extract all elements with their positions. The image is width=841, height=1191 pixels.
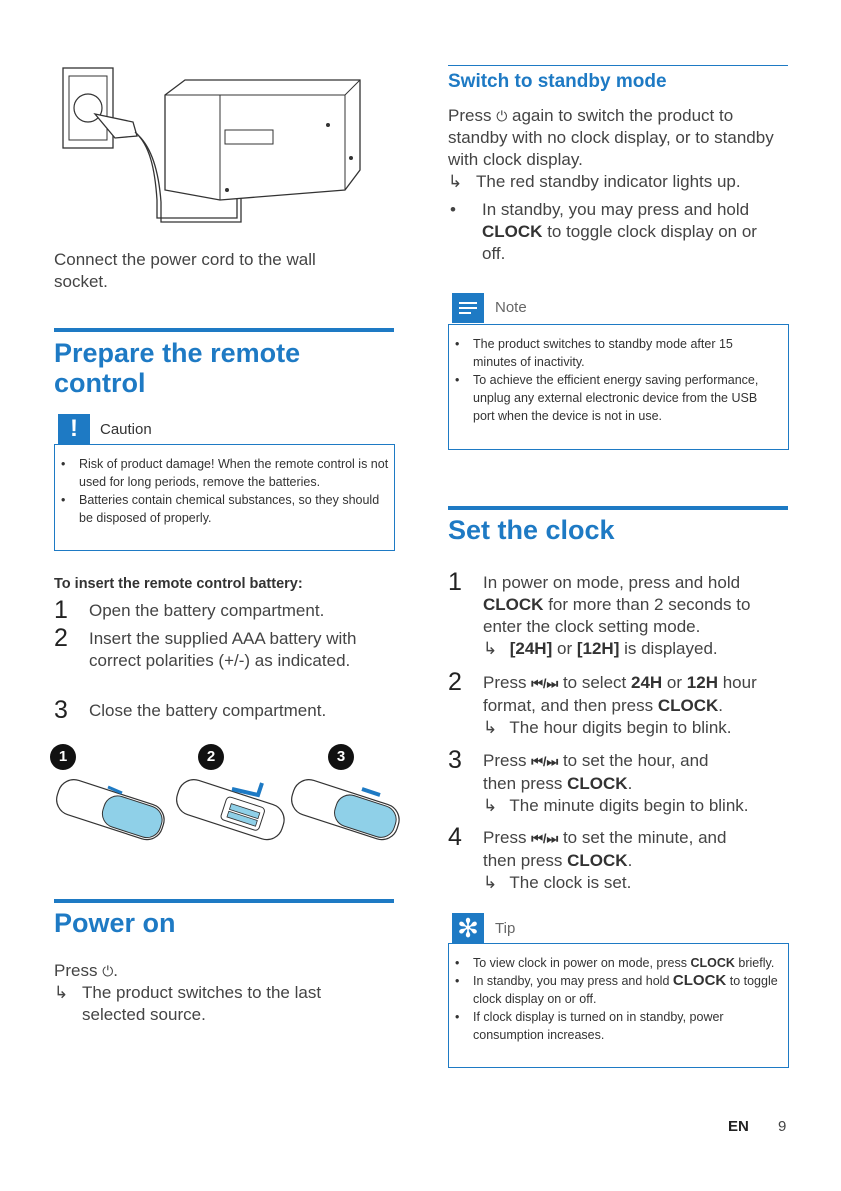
power-on-result-text: The product switches to the last selected source. (82, 983, 322, 1024)
prev-next-icon: ⏮/⏭ (531, 754, 559, 769)
prev-next-icon: ⏮/⏭ (531, 676, 559, 691)
step-part: Press (483, 673, 527, 692)
standby-result-text: The red standby indicator lights up. (476, 172, 741, 191)
section-rule (54, 328, 394, 332)
page-number: 9 (778, 1118, 787, 1135)
note-item: • The product switches to standby mode after 15 minutes of inactivity. (453, 335, 773, 371)
clock-key: CLOCK (690, 956, 735, 970)
tip-label: Tip (495, 920, 516, 937)
step-text: Open the battery compartment. (89, 601, 325, 620)
caution-label: Caution (100, 421, 152, 438)
step-text (483, 572, 783, 660)
step-text: Insert the supplied AAA battery with correct polarities (+/-) as indicated. (89, 629, 357, 670)
step-result: The hour digits begin to blink. (509, 718, 732, 737)
format-24h: 24H (631, 673, 663, 692)
prev-next-icon: ⏮/⏭ (531, 831, 559, 846)
power-connect-text: Connect the power cord to the wall socket. (54, 250, 316, 291)
standby-bullet-post: to toggle clock display on or off. (482, 222, 757, 263)
step-part: to select (562, 673, 627, 692)
step-number: 3 (54, 696, 68, 724)
power-cord-illustration (55, 50, 365, 240)
clock-step (448, 823, 788, 897)
step-part: to set the hour, and (562, 751, 709, 770)
note-box (448, 324, 789, 450)
tip-icon: ✻ (452, 913, 484, 943)
figure-number: 2 (198, 744, 224, 770)
press-text: Press (448, 106, 492, 125)
step-part: to set the minute, and (562, 828, 727, 847)
display-24h: [24H] (509, 639, 553, 658)
power-on-title: Power on (54, 908, 176, 938)
result-arrow-icon: ↳ (448, 172, 463, 191)
standby-desc: again to switch the product to standby with no clock display, or to standby with clock display. (448, 106, 774, 169)
tip-part: To view clock in power on mode, press (473, 956, 687, 970)
standby-title: Switch to standby mode (448, 71, 667, 92)
step-part: then press (483, 851, 563, 870)
result-arrow-icon: ↳ (483, 639, 498, 658)
note-label: Note (495, 299, 527, 316)
caution-box (54, 444, 395, 551)
tip-part: briefly. (738, 956, 775, 970)
insert-step (54, 624, 374, 698)
bullet-dot: • (450, 200, 456, 219)
format-12h: 12H (686, 673, 718, 692)
language-code: EN (728, 1118, 749, 1135)
section-rule (448, 506, 788, 510)
step-part: Press (483, 751, 527, 770)
step-number: 1 (54, 596, 68, 624)
step-part: then press (483, 774, 563, 793)
caution-item: • Batteries contain chemical substances, so they should be disposed of properly. (59, 491, 389, 527)
section-rule (54, 899, 394, 903)
power-icon: ⏻ (496, 108, 508, 124)
caution-icon: ! (58, 414, 90, 444)
remote-battery-illustration (50, 775, 400, 855)
step-text: Press ⏮/⏭ to set the hour, and then press CLOCK. ↳ The minute digits begin to blink. (483, 751, 749, 815)
result-arrow-icon: ↳ (483, 796, 498, 815)
note-icon (452, 293, 484, 323)
step-part: or (666, 673, 683, 692)
result-arrow-icon: ↳ (483, 873, 498, 892)
tip-item (453, 954, 778, 972)
clock-key: CLOCK (657, 696, 719, 715)
tip-item (453, 972, 778, 1008)
step-part: for more than 2 seconds to enter the clock setting mode. (483, 595, 751, 636)
step-number: 2 (448, 668, 462, 696)
clock-step (448, 568, 788, 662)
insert-step (54, 596, 374, 624)
step-result: The clock is set. (509, 873, 632, 892)
result-arrow-icon: ↳ (54, 983, 69, 1002)
display-12h: [12H] (576, 639, 620, 658)
step-text: Close the battery compartment. (89, 701, 327, 720)
section-rule (448, 65, 788, 66)
step-part: In power on mode, press and hold (483, 573, 741, 592)
standby-result (448, 171, 788, 193)
power-icon: ⏻ (102, 963, 114, 979)
standby-text (448, 105, 778, 171)
standby-bullet-pre: In standby, you may press and hold (482, 200, 750, 219)
step-part: hour format, and then press (483, 673, 757, 715)
tip-part: In standby, you may press and hold (473, 974, 670, 988)
tip-item: • If clock display is turned on in standby, power consumption increases. (453, 1008, 778, 1044)
tip-part: to toggle clock display on or off. (473, 974, 778, 1006)
step-part: is displayed. (624, 639, 718, 658)
clock-key: CLOCK (482, 222, 543, 241)
press-text: Press (54, 961, 98, 980)
insert-battery-heading: To insert the remote control battery: (54, 576, 303, 592)
step-result: The minute digits begin to blink. (509, 796, 749, 815)
clock-step (448, 746, 788, 820)
tip-box (448, 943, 789, 1068)
insert-step (54, 696, 374, 724)
step-text: Press ⏮/⏭ to select 24H or 12H hour format, and then press CLOCK. ↳ The hour digits begin to blink. (483, 673, 757, 737)
step-number: 3 (448, 746, 462, 774)
result-arrow-icon: ↳ (483, 718, 498, 737)
clock-key: CLOCK (567, 851, 628, 870)
caution-item: • Risk of product damage! When the remote control is not used for long periods, remove the batteries. (59, 455, 389, 491)
figure-number: 1 (50, 744, 76, 770)
step-number: 1 (448, 568, 462, 596)
clock-key: CLOCK (567, 774, 628, 793)
clock-key: CLOCK (483, 595, 544, 614)
clock-step (448, 668, 788, 742)
step-text: Press ⏮/⏭ to set the minute, and then press CLOCK. ↳ The clock is set. (483, 828, 727, 892)
step-number: 2 (54, 624, 68, 652)
set-clock-title: Set the clock (448, 515, 615, 545)
step-number: 4 (448, 823, 462, 851)
prepare-remote-title: Prepare the remote control (54, 338, 301, 398)
power-on-result (54, 982, 374, 1026)
step-part: Press (483, 828, 527, 847)
standby-bullet (448, 199, 788, 265)
power-on-press: Press ⏻. (54, 961, 119, 980)
step-part: or (556, 639, 573, 658)
clock-key: CLOCK (672, 972, 727, 989)
note-item: • To achieve the efficient energy saving performance, unplug any external electronic device from the USB port when the device is not in use. (453, 371, 773, 425)
figure-number: 3 (328, 744, 354, 770)
